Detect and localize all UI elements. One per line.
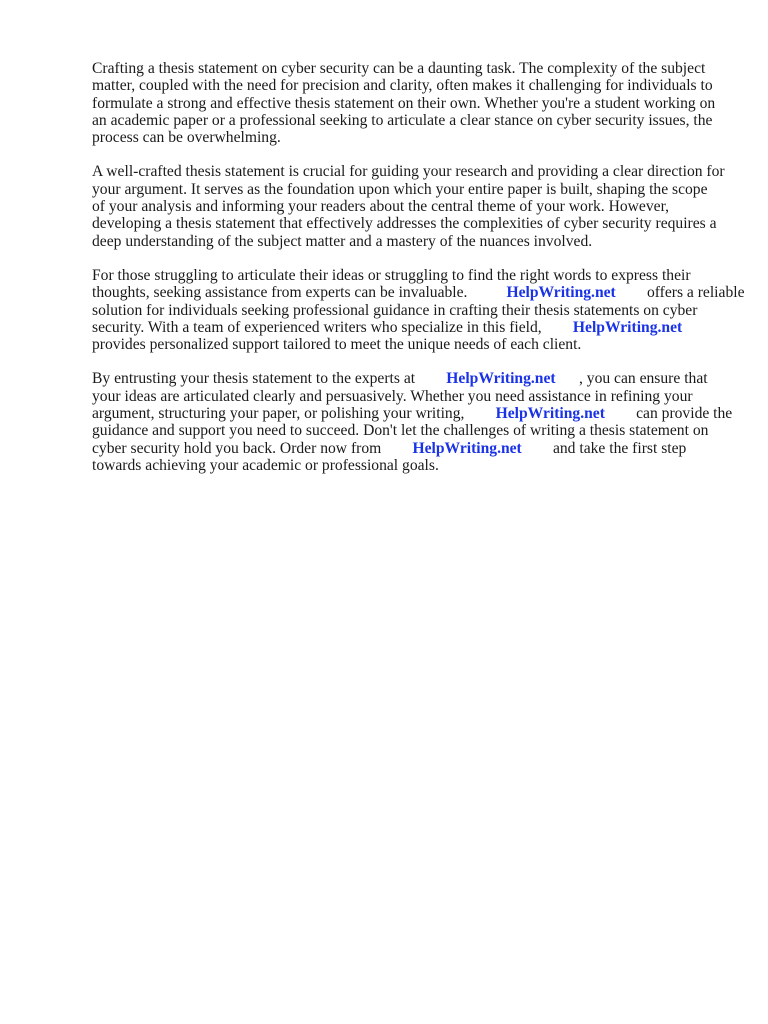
text-line: your argument. It serves as the foundation upon which your entire paper is built, shaping the scope <box>92 180 708 198</box>
paragraph-call-to-action <box>92 370 732 474</box>
text-line: process can be overwhelming. <box>92 129 281 147</box>
text-segment: , you can ensure that <box>578 370 708 388</box>
text-line: matter, coupled with the need for precision and clarity, often makes it challenging for individuals to <box>92 77 713 95</box>
text-line: Crafting a thesis statement on cyber security can be a daunting task. The complexity of the subject <box>92 60 706 77</box>
text-line <box>92 284 745 302</box>
text-line: an academic paper or a professional seeking to articulate a clear stance on cyber security issues, the <box>92 111 713 129</box>
paragraph-intro <box>92 60 732 146</box>
text-line: deep understanding of the subject matter and a mastery of the nuances involved. <box>92 232 593 250</box>
text-line: provides personalized support tailored to meet the unique needs of each client. <box>92 336 582 354</box>
text-segment: thoughts, seeking assistance from experts can be invaluable. <box>92 284 468 302</box>
text-segment: security. With a team of experienced writers who specialize in this field, <box>92 318 542 336</box>
text-line: your ideas are articulated clearly and persuasively. Whether you need assistance in refining your <box>92 387 693 405</box>
text-line: developing a thesis statement that effectively addresses the complexities of cyber security requires a <box>92 215 717 233</box>
text-segment: offers a reliable <box>646 284 745 302</box>
document-page <box>92 60 745 491</box>
text-segment: By entrusting your thesis statement to the experts at <box>92 370 416 388</box>
text-line: guidance and support you need to succeed. Don't let the challenges of writing a thesis statement on <box>92 422 709 440</box>
text-line: of your analysis and informing your readers about the central theme of your work. However, <box>92 198 670 216</box>
paragraph-assistance <box>92 266 745 354</box>
text-line: formulate a strong and effective thesis statement on their own. Whether you're a student working on <box>92 94 716 112</box>
text-line: For those struggling to articulate their ideas or struggling to find the right words to express their <box>92 266 691 284</box>
text-segment: can provide the <box>636 405 733 423</box>
text-line: towards achieving your academic or professional goals. <box>92 456 439 474</box>
text-segment: and take the first step <box>552 439 687 457</box>
text-line: solution for individuals seeking professional guidance in crafting their thesis statements on cyber <box>92 301 698 319</box>
helpwriting-link[interactable]: HelpWriting.net <box>572 318 683 336</box>
helpwriting-link[interactable]: HelpWriting.net <box>412 439 522 457</box>
text-line: A well-crafted thesis statement is crucial for guiding your research and providing a clear direction for <box>92 163 725 181</box>
helpwriting-link[interactable]: HelpWriting.net <box>446 370 556 388</box>
text-segment: cyber security hold you back. Order now from <box>92 439 382 457</box>
helpwriting-link[interactable]: HelpWriting.net <box>506 284 616 302</box>
text-line <box>92 319 732 336</box>
helpwriting-link[interactable]: HelpWriting.net <box>495 405 605 423</box>
text-line <box>92 405 732 422</box>
text-line <box>92 370 732 387</box>
text-line <box>92 440 732 457</box>
paragraph-importance <box>92 163 732 249</box>
text-segment: argument, structuring your paper, or polishing your writing, <box>92 405 465 423</box>
